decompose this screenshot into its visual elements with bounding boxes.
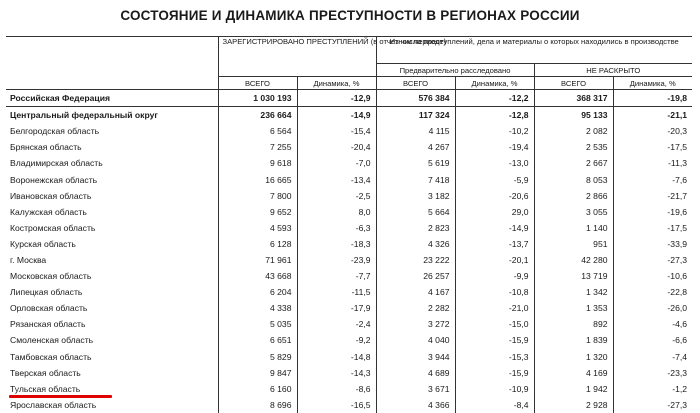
unsolved-total-cell: 95 133 [534,107,613,124]
table-row [6,397,692,413]
registered-total-cell: 236 664 [218,107,297,124]
registered-dynamics-cell: -7,7 [297,268,376,284]
registered-dynamics-cell: -11,5 [297,284,376,300]
investigated-dynamics-cell: 29,0 [455,204,534,220]
investigated-dynamics-cell: -19,4 [455,139,534,155]
region-name: Курская область [10,238,76,249]
table-row [6,284,692,300]
investigated-total-cell: 5 619 [376,155,455,171]
investigated-total-cell: 4 040 [376,332,455,348]
region-name: Российская Федерация [6,90,218,107]
investigated-dynamics-cell: -21,0 [455,300,534,316]
registered-dynamics-cell: -16,5 [297,397,376,413]
investigated-dynamics-cell: -13,7 [455,236,534,252]
investigated-total-header: ВСЕГО [376,77,455,90]
unsolved-total-cell: 951 [534,236,613,252]
investigated-dynamics-cell: -5,9 [455,171,534,187]
investigated-total-cell: 2 282 [376,300,455,316]
unsolved-total-cell: 3 055 [534,204,613,220]
investigated-total-cell: 2 823 [376,220,455,236]
investigated-total-cell: 3 182 [376,188,455,204]
region-name: Рязанская область [10,319,86,330]
region-name: Воронежская область [10,174,98,185]
registered-total-cell: 6 651 [218,332,297,348]
table-row [6,90,692,107]
unsolved-dynamics-cell: -7,6 [613,171,692,187]
investigated-total-cell: 23 222 [376,252,455,268]
in-process-header: Из числа преступлений, дела и материалы о которых находились в производстве [376,37,692,64]
investigated-dynamics-cell: -15,3 [455,349,534,365]
unsolved-dynamics-cell: -21,7 [613,188,692,204]
investigated-total-cell: 4 167 [376,284,455,300]
region-name: Центральный федеральный округ [10,110,158,121]
investigated-dynamics-header: Динамика, % [455,77,534,90]
registered-dynamics-cell: -15,4 [297,123,376,139]
registered-total-cell: 5 035 [218,316,297,332]
registered-total-cell: 1 030 193 [218,90,297,107]
investigated-total-cell: 3 944 [376,349,455,365]
crime-stats-table [6,36,692,413]
registered-dynamics-header: Динамика, % [297,77,376,90]
unsolved-dynamics-cell: -1,2 [613,381,692,397]
registered-total-cell: 71 961 [218,252,297,268]
registered-header: ЗАРЕГИСТРИРОВАНО ПРЕСТУПЛЕНИЙ (в отчетном периоде) [218,37,376,77]
unsolved-total-cell: 2 535 [534,139,613,155]
unsolved-header: НЕ РАСКРЫТО [534,64,692,77]
region-header-bottom [6,77,218,90]
region-name: Липецкая область [10,287,83,298]
registered-total-cell: 43 668 [218,268,297,284]
table-row [6,204,692,220]
table-row [6,220,692,236]
investigated-dynamics-cell: -12,2 [455,90,534,107]
investigated-dynamics-cell: -8,4 [455,397,534,413]
region-name: Ярославская область [10,399,97,410]
unsolved-total-cell: 1 942 [534,381,613,397]
registered-total-cell: 5 829 [218,349,297,365]
region-name: Московская область [10,271,92,282]
table-row [6,316,692,332]
unsolved-total-cell: 42 280 [534,252,613,268]
investigated-dynamics-cell: -15,9 [455,365,534,381]
unsolved-dynamics-cell: -17,5 [613,220,692,236]
region-name: Орловская область [10,303,88,314]
investigated-dynamics-cell: -20,6 [455,188,534,204]
region-header-spacer [6,64,218,77]
region-name: Белгородская область [10,126,100,137]
investigated-dynamics-cell: -20,1 [455,252,534,268]
unsolved-total-cell: 1 140 [534,220,613,236]
unsolved-total-header: ВСЕГО [534,77,613,90]
registered-dynamics-cell: -2,5 [297,188,376,204]
unsolved-dynamics-cell: -6,6 [613,332,692,348]
registered-total-cell: 6 204 [218,284,297,300]
unsolved-dynamics-cell: -27,3 [613,397,692,413]
unsolved-dynamics-cell: -17,5 [613,139,692,155]
registered-total-cell: 9 618 [218,155,297,171]
registered-total-cell: 9 847 [218,365,297,381]
unsolved-total-cell: 2 082 [534,123,613,139]
investigated-total-cell: 26 257 [376,268,455,284]
registered-total-cell: 6 564 [218,123,297,139]
registered-dynamics-cell: -14,9 [297,107,376,124]
unsolved-dynamics-cell: -21,1 [613,107,692,124]
registered-dynamics-cell: -6,3 [297,220,376,236]
unsolved-dynamics-cell: -23,3 [613,365,692,381]
registered-total-cell: 8 696 [218,397,297,413]
investigated-total-cell: 576 384 [376,90,455,107]
table-row [6,155,692,171]
registered-dynamics-cell: -20,4 [297,139,376,155]
investigated-dynamics-cell: -14,9 [455,220,534,236]
unsolved-dynamics-cell: -26,0 [613,300,692,316]
region-name: Калужская область [10,206,87,217]
investigated-total-cell: 5 664 [376,204,455,220]
investigated-dynamics-cell: -15,9 [455,332,534,348]
region-name: Тульская область [10,383,81,394]
unsolved-dynamics-cell: -7,4 [613,349,692,365]
registered-dynamics-cell: -9,2 [297,332,376,348]
registered-dynamics-cell: -7,0 [297,155,376,171]
table-row [6,268,692,284]
table-row [6,332,692,348]
region-name: Брянская область [10,142,82,153]
header-row-columns [6,77,692,90]
unsolved-total-cell: 1 353 [534,300,613,316]
unsolved-total-cell: 13 719 [534,268,613,284]
investigated-dynamics-cell: -12,8 [455,107,534,124]
registered-total-cell: 9 652 [218,204,297,220]
table-row [6,171,692,187]
region-header [6,37,218,64]
region-name: Тверская область [10,367,81,378]
region-name: Владимирская область [10,158,103,169]
unsolved-dynamics-cell: -20,3 [613,123,692,139]
unsolved-dynamics-cell: -10,6 [613,268,692,284]
registered-dynamics-cell: -18,3 [297,236,376,252]
investigated-dynamics-cell: -10,2 [455,123,534,139]
region-name: г. Москва [10,254,47,265]
investigated-total-cell: 3 272 [376,316,455,332]
registered-dynamics-cell: -8,6 [297,381,376,397]
investigated-dynamics-cell: -15,0 [455,316,534,332]
investigated-total-cell: 7 418 [376,171,455,187]
registered-dynamics-cell: -14,3 [297,365,376,381]
table-row [6,107,692,124]
registered-dynamics-cell: 8,0 [297,204,376,220]
unsolved-total-cell: 2 928 [534,397,613,413]
unsolved-dynamics-cell: -22,8 [613,284,692,300]
registered-total-cell: 6 128 [218,236,297,252]
unsolved-total-cell: 1 320 [534,349,613,365]
registered-total-cell: 7 255 [218,139,297,155]
unsolved-total-cell: 8 053 [534,171,613,187]
investigated-total-cell: 4 366 [376,397,455,413]
registered-dynamics-cell: -2,4 [297,316,376,332]
unsolved-total-cell: 368 317 [534,90,613,107]
region-name: Костромская область [10,222,96,233]
table-row [6,252,692,268]
registered-dynamics-cell: -13,4 [297,171,376,187]
header-row-groups [6,37,692,64]
region-name: Смоленская область [10,335,94,346]
investigated-total-cell: 4 326 [376,236,455,252]
registered-total-header: ВСЕГО [218,77,297,90]
unsolved-dynamics-cell: -19,8 [613,90,692,107]
table-row [6,139,692,155]
page-title: СОСТОЯНИЕ И ДИНАМИКА ПРЕСТУПНОСТИ В РЕГИОНАХ РОССИИ [120,8,580,23]
unsolved-total-cell: 4 169 [534,365,613,381]
registered-dynamics-cell: -14,8 [297,349,376,365]
investigated-dynamics-cell: -10,8 [455,284,534,300]
registered-total-cell: 16 665 [218,171,297,187]
investigated-total-cell: 3 671 [376,381,455,397]
investigated-dynamics-cell: -13,0 [455,155,534,171]
highlight-underline [9,395,112,398]
unsolved-dynamics-cell: -27,3 [613,252,692,268]
table-row [6,349,692,365]
investigated-dynamics-cell: -9,9 [455,268,534,284]
unsolved-dynamics-header: Динамика, % [613,77,692,90]
table-body [6,90,692,413]
unsolved-dynamics-cell: -11,3 [613,155,692,171]
region-name: Тамбовская область [10,351,92,362]
registered-total-cell: 6 160 [218,381,297,397]
investigated-total-cell: 117 324 [376,107,455,124]
registered-dynamics-cell: -12,9 [297,90,376,107]
investigated-dynamics-cell: -10,9 [455,381,534,397]
region-name: Ивановская область [10,190,92,201]
investigated-total-cell: 4 267 [376,139,455,155]
investigated-total-cell: 4 115 [376,123,455,139]
table-row [6,188,692,204]
unsolved-total-cell: 1 839 [534,332,613,348]
unsolved-dynamics-cell: -19,6 [613,204,692,220]
unsolved-total-cell: 892 [534,316,613,332]
registered-total-cell: 4 593 [218,220,297,236]
registered-total-cell: 7 800 [218,188,297,204]
investigated-header: Предварительно расследовано [376,64,534,77]
unsolved-dynamics-cell: -4,6 [613,316,692,332]
registered-dynamics-cell: -23,9 [297,252,376,268]
registered-dynamics-cell: -17,9 [297,300,376,316]
table-row [6,236,692,252]
table-row [6,123,692,139]
investigated-total-cell: 4 689 [376,365,455,381]
unsolved-dynamics-cell: -33,9 [613,236,692,252]
table-row [6,365,692,381]
table-row [6,300,692,316]
registered-total-cell: 4 338 [218,300,297,316]
unsolved-total-cell: 1 342 [534,284,613,300]
unsolved-total-cell: 2 667 [534,155,613,171]
unsolved-total-cell: 2 866 [534,188,613,204]
